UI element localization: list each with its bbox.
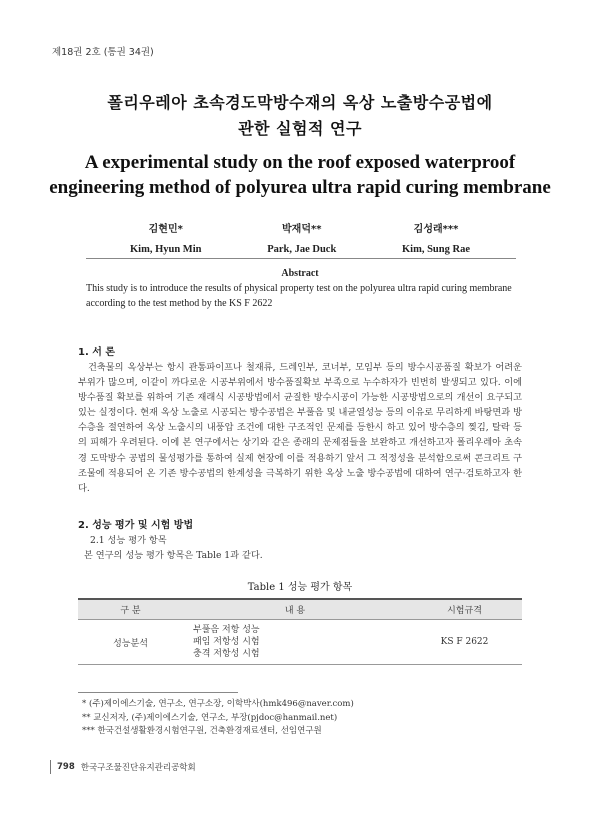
table-row — [78, 620, 522, 665]
author-1-en: Kim, Hyun Min — [130, 244, 202, 255]
title-korean-line-2: 관한 실험적 연구 — [238, 119, 362, 138]
header-standard: 시험규격 — [407, 599, 522, 620]
author-3 — [402, 220, 470, 260]
abstract-text: This study is to introduce the results of physical property test on the polyurea ultra rapid curing membrane according to the test method by the KS F 2622 — [86, 283, 512, 309]
table-caption: Table 1 성능 평가 항목 — [247, 582, 353, 593]
content-item-3: 충격 저항성 시험 — [193, 649, 260, 659]
footnote-2: ** 교신저자, (주)제이에스기술, 연구소, 부장(pjdoc@hanmail.net) — [82, 712, 338, 723]
header-category: 구 분 — [78, 599, 183, 620]
header-content: 내 용 — [183, 599, 407, 620]
section-1-paragraph: 건축물의 옥상부는 항시 관통파이프나 철재류, 드레인부, 코너부, 모임부 등의 방수시공품질 확보가 어려운 부위가 많으며, 이같이 까다로운 시공부위에서 방수품질확보 부족으로 누수하자가 빈번히 발생되고 있다. 이에 방수품질 확보를 위하여 기존 재래식 시공방법에서 균질한 방수시공이 가능한 시공방법으로의 개선이 요구되고 있는 실정이다. 현재 옥상 노출로 시공되는 방수공법은 부풀음 및 내균열성능 등의 이유로 무리하게 바탕면과 방수층을 절연하여 옥상 노출시의 내풍압 조건에 대한 구조적인 문제를 등한시 하고 있어 방수층의 찢김, 탈락 등의 피해가 우려된다. 이에 본 연구에서는 상기와 같은 종래의 문제점들을 보완하고 개선하고자 폴리우레아 초속경 도막방수 공법의 물성평가를 통하여 실제 현장에 이를 적용하기 앞서 그 적정성을 분석함으로써 콘크리트 구조물에 적용되어 온 기존 방수공법의 한계성을 극복하기 위한 옥상 노출 방수공법에 대하여 연구·검토하고자 한다. — [78, 362, 522, 494]
title-english — [0, 150, 600, 200]
subsection-2-1: 2.1 성능 평가 항목 — [90, 535, 167, 546]
abstract-divider — [86, 258, 516, 259]
journal-name: 한국구조물진단유지관리공학회 — [80, 763, 196, 773]
footer-bar — [50, 760, 51, 774]
section-1-body — [78, 360, 522, 496]
cell-content — [183, 620, 407, 665]
performance-table — [78, 598, 522, 665]
author-2 — [267, 220, 336, 260]
cell-category: 성능분석 — [78, 620, 183, 665]
footnote-1: * (주)제이에스기술, 연구소, 연구소장, 이학박사(hmk496@naver.com) — [82, 699, 354, 709]
title-english-line-2: engineering method of polyurea ultra rapid curing membrane — [49, 177, 551, 198]
section-2-text: 본 연구의 성능 평가 항목은 Table 1과 같다. — [84, 550, 263, 561]
title-korean — [0, 90, 600, 142]
author-1 — [130, 220, 201, 260]
footnotes — [82, 698, 354, 739]
author-1-ko: 김현민* — [148, 224, 183, 235]
cell-standard: KS F 2622 — [407, 620, 522, 665]
page-footer — [50, 760, 196, 774]
section-2-heading: 2. 성능 평가 및 시험 방법 — [78, 520, 194, 531]
issue-header: 제18권 2호 (통권 34권) — [52, 47, 154, 58]
abstract-heading: Abstract — [281, 268, 319, 279]
page-number: 798 — [57, 762, 75, 772]
footnote-divider — [78, 692, 238, 693]
author-2-ko: 박재덕** — [282, 224, 322, 235]
table-header-row — [78, 599, 522, 620]
author-2-en: Park, Jae Duck — [267, 244, 337, 255]
title-english-line-1: A experimental study on the roof exposed waterproof — [84, 152, 516, 173]
author-list — [130, 220, 470, 260]
content-item-1: 부풀음 저항 성능 — [193, 625, 260, 635]
section-1-heading: 1. 서 론 — [78, 347, 116, 358]
footnote-3: *** 한국건설생활환경시험연구원, 건축환경재료센터, 선임연구원 — [82, 726, 322, 736]
content-item-2: 패임 저항성 시험 — [193, 637, 260, 647]
author-3-en: Kim, Sung Rae — [402, 244, 470, 255]
author-3-ko: 김성래*** — [413, 224, 459, 235]
title-korean-line-1: 폴리우레아 초속경도막방수재의 옥상 노출방수공법에 — [107, 93, 493, 112]
